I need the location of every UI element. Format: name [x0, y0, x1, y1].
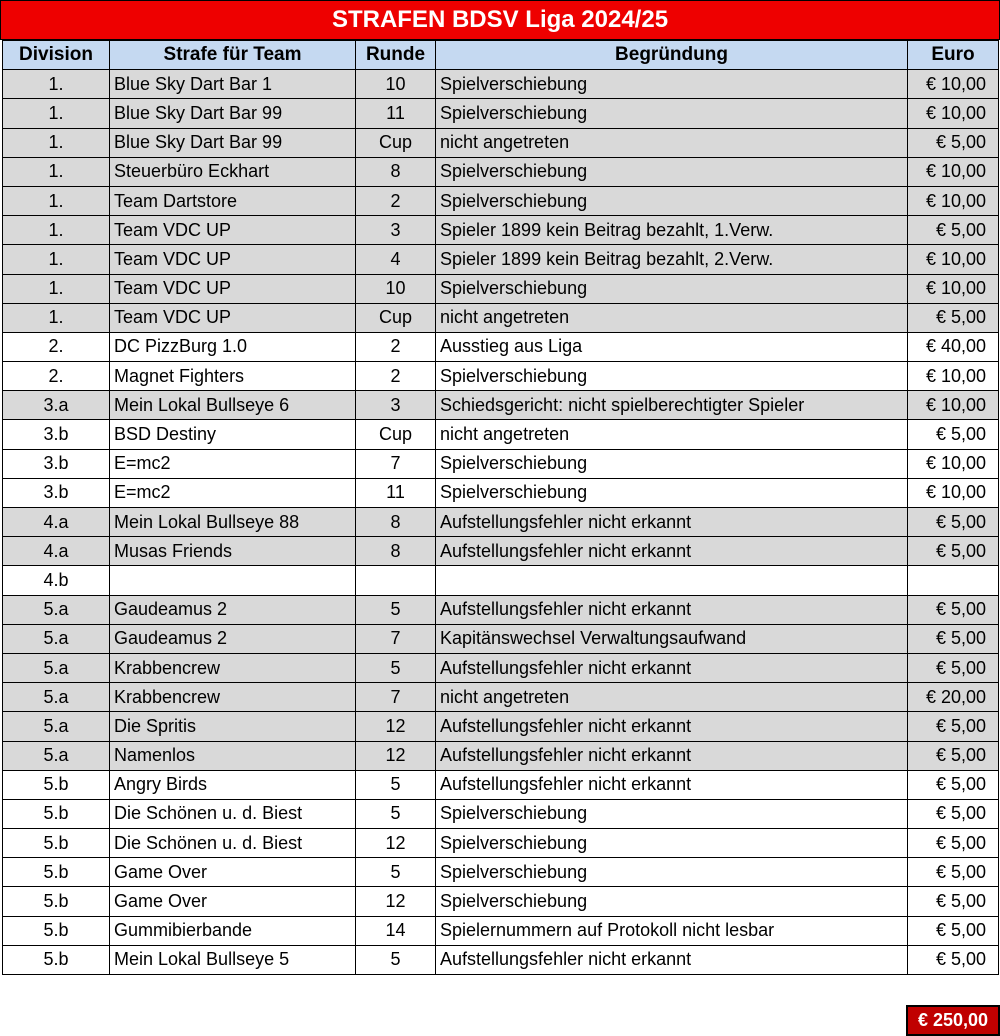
total-amount: € 250,00 — [906, 1005, 1000, 1036]
round-cell: 5 — [356, 653, 436, 682]
round-cell — [356, 566, 436, 595]
table-row — [3, 157, 999, 186]
division-cell: 2. — [3, 332, 110, 361]
team-cell: Die Schönen u. d. Biest — [110, 799, 356, 828]
division-cell: 1. — [3, 157, 110, 186]
team-cell: Krabbencrew — [110, 683, 356, 712]
euro-cell: € 5,00 — [908, 916, 999, 945]
table-row — [3, 186, 999, 215]
team-cell — [110, 566, 356, 595]
reason-cell — [436, 566, 908, 595]
reason-cell: Spielverschiebung — [436, 829, 908, 858]
team-cell: Krabbencrew — [110, 653, 356, 682]
team-cell: Team Dartstore — [110, 186, 356, 215]
euro-cell: € 5,00 — [908, 770, 999, 799]
header-division: Division — [3, 41, 110, 70]
reason-cell: Spielverschiebung — [436, 99, 908, 128]
team-cell: Gummibierbande — [110, 916, 356, 945]
team-cell: Die Schönen u. d. Biest — [110, 829, 356, 858]
round-cell: Cup — [356, 128, 436, 157]
round-cell: 5 — [356, 945, 436, 974]
reason-cell: nicht angetreten — [436, 683, 908, 712]
division-cell: 1. — [3, 274, 110, 303]
round-cell: Cup — [356, 420, 436, 449]
team-cell: Blue Sky Dart Bar 99 — [110, 99, 356, 128]
table-row — [3, 653, 999, 682]
euro-cell: € 10,00 — [908, 70, 999, 99]
reason-cell: Spielernummern auf Protokoll nicht lesbar — [436, 916, 908, 945]
table-row — [3, 741, 999, 770]
round-cell: 5 — [356, 799, 436, 828]
team-cell: Blue Sky Dart Bar 99 — [110, 128, 356, 157]
euro-cell: € 5,00 — [908, 945, 999, 974]
team-cell: Game Over — [110, 858, 356, 887]
round-cell: 12 — [356, 712, 436, 741]
reason-cell: Spielverschiebung — [436, 799, 908, 828]
round-cell: 2 — [356, 332, 436, 361]
team-cell: Gaudeamus 2 — [110, 624, 356, 653]
division-cell: 5.b — [3, 829, 110, 858]
round-cell: 12 — [356, 829, 436, 858]
table-row — [3, 420, 999, 449]
round-cell: 5 — [356, 770, 436, 799]
round-cell: 8 — [356, 157, 436, 186]
euro-cell: € 40,00 — [908, 332, 999, 361]
table-row — [3, 770, 999, 799]
round-cell: 10 — [356, 274, 436, 303]
division-cell: 4.b — [3, 566, 110, 595]
round-cell: 7 — [356, 449, 436, 478]
division-cell: 4.a — [3, 537, 110, 566]
table-row — [3, 303, 999, 332]
division-cell: 5.b — [3, 916, 110, 945]
team-cell: Mein Lokal Bullseye 88 — [110, 508, 356, 537]
euro-cell: € 5,00 — [908, 887, 999, 916]
division-cell: 5.a — [3, 595, 110, 624]
reason-cell: Spielverschiebung — [436, 70, 908, 99]
header-round: Runde — [356, 41, 436, 70]
reason-cell: Aufstellungsfehler nicht erkannt — [436, 945, 908, 974]
reason-cell: Spielverschiebung — [436, 887, 908, 916]
team-cell: Blue Sky Dart Bar 1 — [110, 70, 356, 99]
team-cell: E=mc2 — [110, 449, 356, 478]
sheet-title: STRAFEN BDSV Liga 2024/25 — [0, 0, 1000, 40]
reason-cell: Spielverschiebung — [436, 449, 908, 478]
reason-cell: Schiedsgericht: nicht spielberechtigter Spieler — [436, 391, 908, 420]
table-row — [3, 128, 999, 157]
table-row — [3, 70, 999, 99]
division-cell: 1. — [3, 245, 110, 274]
reason-cell: Aufstellungsfehler nicht erkannt — [436, 741, 908, 770]
division-cell: 1. — [3, 303, 110, 332]
fines-table-body — [3, 70, 999, 975]
euro-cell: € 5,00 — [908, 858, 999, 887]
team-cell: Die Spritis — [110, 712, 356, 741]
round-cell: 14 — [356, 916, 436, 945]
table-row — [3, 829, 999, 858]
division-cell: 2. — [3, 362, 110, 391]
team-cell: Team VDC UP — [110, 216, 356, 245]
euro-cell: € 5,00 — [908, 624, 999, 653]
euro-cell: € 5,00 — [908, 741, 999, 770]
table-row — [3, 537, 999, 566]
round-cell: 12 — [356, 741, 436, 770]
table-row — [3, 945, 999, 974]
euro-cell: € 10,00 — [908, 274, 999, 303]
table-row — [3, 245, 999, 274]
reason-cell: Aufstellungsfehler nicht erkannt — [436, 508, 908, 537]
reason-cell: Aufstellungsfehler nicht erkannt — [436, 537, 908, 566]
round-cell: 7 — [356, 624, 436, 653]
reason-cell: Spielverschiebung — [436, 186, 908, 215]
reason-cell: Aufstellungsfehler nicht erkannt — [436, 770, 908, 799]
division-cell: 5.a — [3, 653, 110, 682]
table-row — [3, 887, 999, 916]
table-row — [3, 391, 999, 420]
table-row — [3, 916, 999, 945]
round-cell: 7 — [356, 683, 436, 712]
reason-cell: Ausstieg aus Liga — [436, 332, 908, 361]
table-row — [3, 449, 999, 478]
euro-cell: € 5,00 — [908, 508, 999, 537]
division-cell: 5.b — [3, 858, 110, 887]
reason-cell: Spielverschiebung — [436, 478, 908, 507]
euro-cell: € 10,00 — [908, 99, 999, 128]
euro-cell: € 5,00 — [908, 303, 999, 332]
reason-cell: Aufstellungsfehler nicht erkannt — [436, 712, 908, 741]
team-cell: Team VDC UP — [110, 303, 356, 332]
division-cell: 5.b — [3, 799, 110, 828]
reason-cell: Aufstellungsfehler nicht erkannt — [436, 653, 908, 682]
euro-cell: € 10,00 — [908, 449, 999, 478]
division-cell: 5.a — [3, 683, 110, 712]
team-cell: Gaudeamus 2 — [110, 595, 356, 624]
division-cell: 4.a — [3, 508, 110, 537]
euro-cell: € 20,00 — [908, 683, 999, 712]
round-cell: 5 — [356, 595, 436, 624]
header-row — [3, 41, 999, 70]
table-row — [3, 332, 999, 361]
fines-table — [2, 40, 999, 975]
team-cell: BSD Destiny — [110, 420, 356, 449]
round-cell: 5 — [356, 858, 436, 887]
division-cell: 1. — [3, 70, 110, 99]
round-cell: 10 — [356, 70, 436, 99]
table-row — [3, 683, 999, 712]
euro-cell: € 5,00 — [908, 799, 999, 828]
euro-cell — [908, 566, 999, 595]
division-cell: 5.b — [3, 945, 110, 974]
round-cell: 11 — [356, 99, 436, 128]
euro-cell: € 10,00 — [908, 186, 999, 215]
team-cell: Angry Birds — [110, 770, 356, 799]
team-cell: Magnet Fighters — [110, 362, 356, 391]
table-row — [3, 274, 999, 303]
euro-cell: € 5,00 — [908, 712, 999, 741]
header-euro: Euro — [908, 41, 999, 70]
reason-cell: Spielverschiebung — [436, 274, 908, 303]
euro-cell: € 10,00 — [908, 362, 999, 391]
team-cell: Team VDC UP — [110, 245, 356, 274]
team-cell: DC PizzBurg 1.0 — [110, 332, 356, 361]
reason-cell: Kapitänswechsel Verwaltungsaufwand — [436, 624, 908, 653]
division-cell: 5.a — [3, 624, 110, 653]
euro-cell: € 5,00 — [908, 216, 999, 245]
euro-cell: € 10,00 — [908, 478, 999, 507]
round-cell: 8 — [356, 537, 436, 566]
reason-cell: Spieler 1899 kein Beitrag bezahlt, 2.Verw. — [436, 245, 908, 274]
division-cell: 1. — [3, 186, 110, 215]
euro-cell: € 10,00 — [908, 391, 999, 420]
round-cell: 8 — [356, 508, 436, 537]
table-row — [3, 712, 999, 741]
euro-cell: € 5,00 — [908, 595, 999, 624]
reason-cell: nicht angetreten — [436, 128, 908, 157]
team-cell: Namenlos — [110, 741, 356, 770]
team-cell: Musas Friends — [110, 537, 356, 566]
round-cell: 3 — [356, 216, 436, 245]
reason-cell: Spieler 1899 kein Beitrag bezahlt, 1.Verw. — [436, 216, 908, 245]
division-cell: 1. — [3, 128, 110, 157]
team-cell: Team VDC UP — [110, 274, 356, 303]
team-cell: E=mc2 — [110, 478, 356, 507]
reason-cell: Aufstellungsfehler nicht erkannt — [436, 595, 908, 624]
team-cell: Mein Lokal Bullseye 5 — [110, 945, 356, 974]
euro-cell: € 5,00 — [908, 420, 999, 449]
division-cell: 1. — [3, 99, 110, 128]
euro-cell: € 5,00 — [908, 537, 999, 566]
table-row — [3, 99, 999, 128]
team-cell: Mein Lokal Bullseye 6 — [110, 391, 356, 420]
round-cell: 2 — [356, 186, 436, 215]
round-cell: Cup — [356, 303, 436, 332]
table-row — [3, 216, 999, 245]
division-cell: 1. — [3, 216, 110, 245]
round-cell: 12 — [356, 887, 436, 916]
team-cell: Game Over — [110, 887, 356, 916]
euro-cell: € 5,00 — [908, 653, 999, 682]
table-row — [3, 799, 999, 828]
division-cell: 5.a — [3, 712, 110, 741]
round-cell: 3 — [356, 391, 436, 420]
division-cell: 3.b — [3, 420, 110, 449]
euro-cell: € 10,00 — [908, 245, 999, 274]
division-cell: 3.a — [3, 391, 110, 420]
table-row — [3, 478, 999, 507]
reason-cell: Spielverschiebung — [436, 858, 908, 887]
division-cell: 5.b — [3, 887, 110, 916]
table-row — [3, 624, 999, 653]
table-row — [3, 362, 999, 391]
round-cell: 2 — [356, 362, 436, 391]
table-row — [3, 595, 999, 624]
division-cell: 5.b — [3, 770, 110, 799]
division-cell: 3.b — [3, 449, 110, 478]
division-cell: 3.b — [3, 478, 110, 507]
header-team: Strafe für Team — [110, 41, 356, 70]
division-cell: 5.a — [3, 741, 110, 770]
euro-cell: € 10,00 — [908, 157, 999, 186]
table-row — [3, 566, 999, 595]
reason-cell: nicht angetreten — [436, 420, 908, 449]
reason-cell: Spielverschiebung — [436, 157, 908, 186]
table-row — [3, 508, 999, 537]
euro-cell: € 5,00 — [908, 829, 999, 858]
round-cell: 4 — [356, 245, 436, 274]
reason-cell: Spielverschiebung — [436, 362, 908, 391]
header-reason: Begründung — [436, 41, 908, 70]
team-cell: Steuerbüro Eckhart — [110, 157, 356, 186]
table-row — [3, 858, 999, 887]
euro-cell: € 5,00 — [908, 128, 999, 157]
reason-cell: nicht angetreten — [436, 303, 908, 332]
round-cell: 11 — [356, 478, 436, 507]
